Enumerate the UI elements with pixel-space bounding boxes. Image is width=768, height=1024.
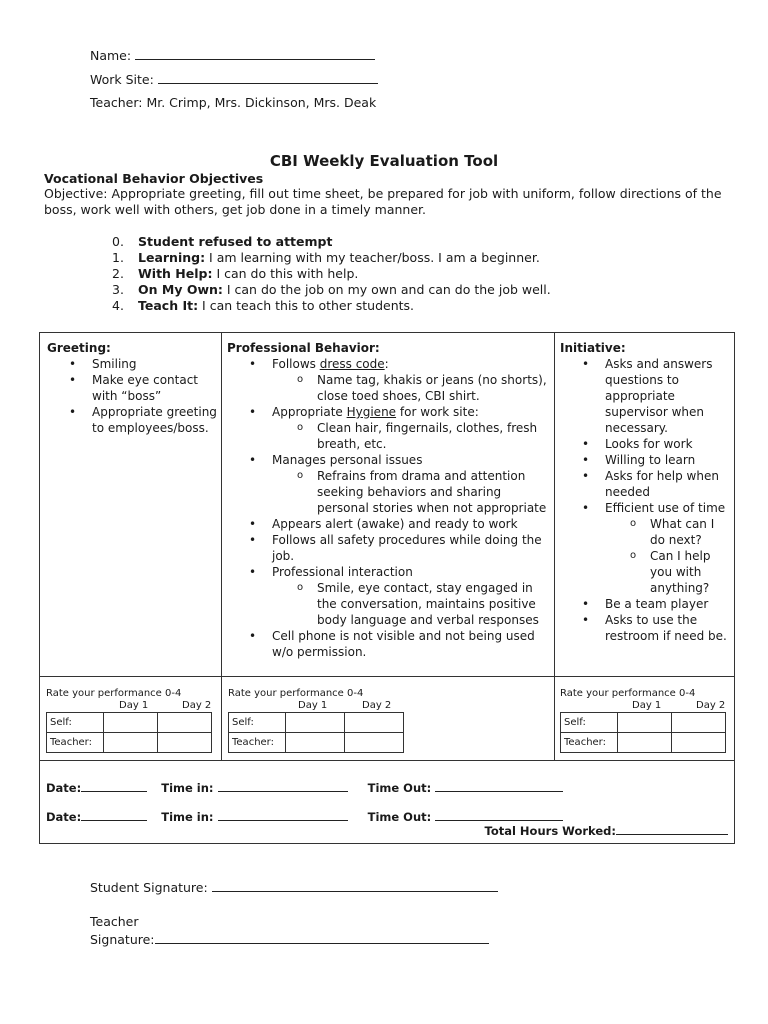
level-list xyxy=(112,234,551,314)
teacher-label: Teacher: xyxy=(561,733,618,753)
self-day2-cell[interactable] xyxy=(345,713,404,733)
date-label: Date: xyxy=(46,781,82,795)
rating-table xyxy=(228,712,404,753)
teacher-day2-cell[interactable] xyxy=(345,733,404,753)
initiative-item: • Asks and answers questions to appropriate supervisor when necessary. xyxy=(560,356,732,436)
day2-label: Day 2 xyxy=(362,700,392,711)
time-in-label: Time in: xyxy=(161,810,214,824)
teacher-line: Teacher: Mr. Crimp, Mrs. Dickinson, Mrs. Deak xyxy=(90,95,377,110)
teacher-day2-cell[interactable] xyxy=(672,733,726,753)
rating-label: Rate your performance 0-4 xyxy=(228,688,364,699)
self-day1-cell[interactable] xyxy=(618,713,672,733)
name-field[interactable] xyxy=(135,47,375,60)
name-label: Name: xyxy=(90,48,132,63)
professional-subitem: o Refrains from drama and attention seeking behaviors and sharing personal stories when not appropriate xyxy=(227,468,549,516)
teacher-signature-label-1: Teacher xyxy=(90,914,139,929)
rating-label: Rate your performance 0-4 xyxy=(46,688,182,699)
teacher-signature-line xyxy=(90,931,489,947)
time-in-field[interactable] xyxy=(218,809,348,821)
self-label: Self: xyxy=(561,713,618,733)
time-row xyxy=(46,809,563,824)
date-field[interactable] xyxy=(81,780,147,792)
time-out-label: Time Out: xyxy=(367,781,432,795)
rating-block-greeting xyxy=(46,688,212,753)
professional-column xyxy=(227,340,549,660)
teacher-label: Teacher: xyxy=(229,733,286,753)
day1-label: Day 1 xyxy=(298,700,328,711)
level-item: 1. Learning: I am learning with my teacher/boss. I am a beginner. xyxy=(112,250,540,265)
professional-item: • Cell phone is not visible and not being used w/o permission. xyxy=(227,628,549,660)
level-item: 3. On My Own: I can do the job on my own and can do the job well. xyxy=(112,282,551,297)
self-label: Self: xyxy=(47,713,104,733)
rating-block-initiative xyxy=(560,688,726,753)
day2-label: Day 2 xyxy=(696,700,726,711)
initiative-column xyxy=(560,340,732,644)
day2-label: Day 2 xyxy=(182,700,212,711)
professional-subitem: o Name tag, khakis or jeans (no shorts), close toed shoes, CBI shirt. xyxy=(227,372,549,404)
page-title: CBI Weekly Evaluation Tool xyxy=(269,152,499,170)
teacher-day1-cell[interactable] xyxy=(104,733,158,753)
self-day1-cell[interactable] xyxy=(104,713,158,733)
rating-label: Rate your performance 0-4 xyxy=(560,688,696,699)
greeting-column xyxy=(47,340,217,436)
total-hours-row xyxy=(485,823,728,838)
date-label: Date: xyxy=(46,810,82,824)
initiative-subitem: o What can I do next? xyxy=(560,516,732,548)
objectives-heading: Vocational Behavior Objectives xyxy=(44,171,264,186)
initiative-item: • Willing to learn xyxy=(560,452,732,468)
date-field[interactable] xyxy=(81,809,147,821)
teacher-day2-cell[interactable] xyxy=(158,733,212,753)
worksite-label: Work Site: xyxy=(90,72,154,87)
level-item: 0. Student refused to attempt xyxy=(112,234,333,249)
greeting-item: • Appropriate greeting to employees/boss. xyxy=(47,404,217,436)
day1-label: Day 1 xyxy=(119,700,149,711)
professional-item: • Appropriate Hygiene for work site: xyxy=(227,404,549,420)
initiative-heading: Initiative: xyxy=(560,341,626,355)
teacher-label: Teacher: xyxy=(47,733,104,753)
teacher-day1-cell[interactable] xyxy=(286,733,345,753)
initiative-item: • Looks for work xyxy=(560,436,732,452)
level-item: 2. With Help: I can do this with help. xyxy=(112,266,359,281)
professional-heading: Professional Behavior: xyxy=(227,341,380,355)
professional-item: • Follows dress code: xyxy=(227,356,549,372)
greeting-item: • Smiling xyxy=(47,356,217,372)
greeting-item: • Make eye contact with “boss” xyxy=(47,372,217,404)
day1-label: Day 1 xyxy=(632,700,662,711)
time-row xyxy=(46,780,563,795)
professional-item: • Appears alert (awake) and ready to work xyxy=(227,516,549,532)
professional-subitem: o Clean hair, fingernails, clothes, fresh breath, etc. xyxy=(227,420,549,452)
level-item: 4. Teach It: I can teach this to other students. xyxy=(112,298,415,313)
self-label: Self: xyxy=(229,713,286,733)
teacher-signature-field[interactable] xyxy=(155,931,489,944)
worksite-line xyxy=(90,71,378,87)
name-line xyxy=(90,47,375,63)
row-divider xyxy=(40,676,734,677)
student-signature-line xyxy=(90,879,498,895)
time-out-field[interactable] xyxy=(435,809,563,821)
initiative-item: • Asks for help when needed xyxy=(560,468,732,500)
total-hours-field[interactable] xyxy=(616,823,728,835)
rating-table xyxy=(46,712,212,753)
time-in-label: Time in: xyxy=(161,781,214,795)
initiative-item: • Asks to use the restroom if need be. xyxy=(560,612,732,644)
column-divider xyxy=(221,333,222,760)
initiative-subitem: o Can I help you with anything? xyxy=(560,548,732,596)
initiative-item: • Efficient use of time xyxy=(560,500,732,516)
evaluation-box xyxy=(39,332,735,844)
professional-item: • Follows all safety procedures while doing the job. xyxy=(227,532,549,564)
professional-item: • Manages personal issues xyxy=(227,452,549,468)
self-day2-cell[interactable] xyxy=(672,713,726,733)
professional-item: • Professional interaction xyxy=(227,564,549,580)
rating-table xyxy=(560,712,726,753)
column-divider xyxy=(554,333,555,760)
time-out-field[interactable] xyxy=(435,780,563,792)
teacher-day1-cell[interactable] xyxy=(618,733,672,753)
self-day2-cell[interactable] xyxy=(158,713,212,733)
objective-text: Objective: Appropriate greeting, fill out time sheet, be prepared for job with uniform, follow directions of the boss, work well with others, get job done in a timely manner. xyxy=(44,186,722,217)
teacher-signature-label-2: Signature: xyxy=(90,932,155,947)
initiative-item: • Be a team player xyxy=(560,596,732,612)
time-in-field[interactable] xyxy=(218,780,348,792)
greeting-heading: Greeting: xyxy=(47,341,111,355)
time-out-label: Time Out: xyxy=(367,810,432,824)
student-signature-label: Student Signature: xyxy=(90,880,208,895)
total-hours-label: Total Hours Worked: xyxy=(484,824,616,838)
self-day1-cell[interactable] xyxy=(286,713,345,733)
worksite-field[interactable] xyxy=(158,71,378,84)
row-divider xyxy=(40,760,734,761)
student-signature-field[interactable] xyxy=(212,879,498,892)
rating-block-professional xyxy=(228,688,404,753)
professional-subitem: o Smile, eye contact, stay engaged in the conversation, maintains positive body language and verbal responses xyxy=(227,580,549,628)
